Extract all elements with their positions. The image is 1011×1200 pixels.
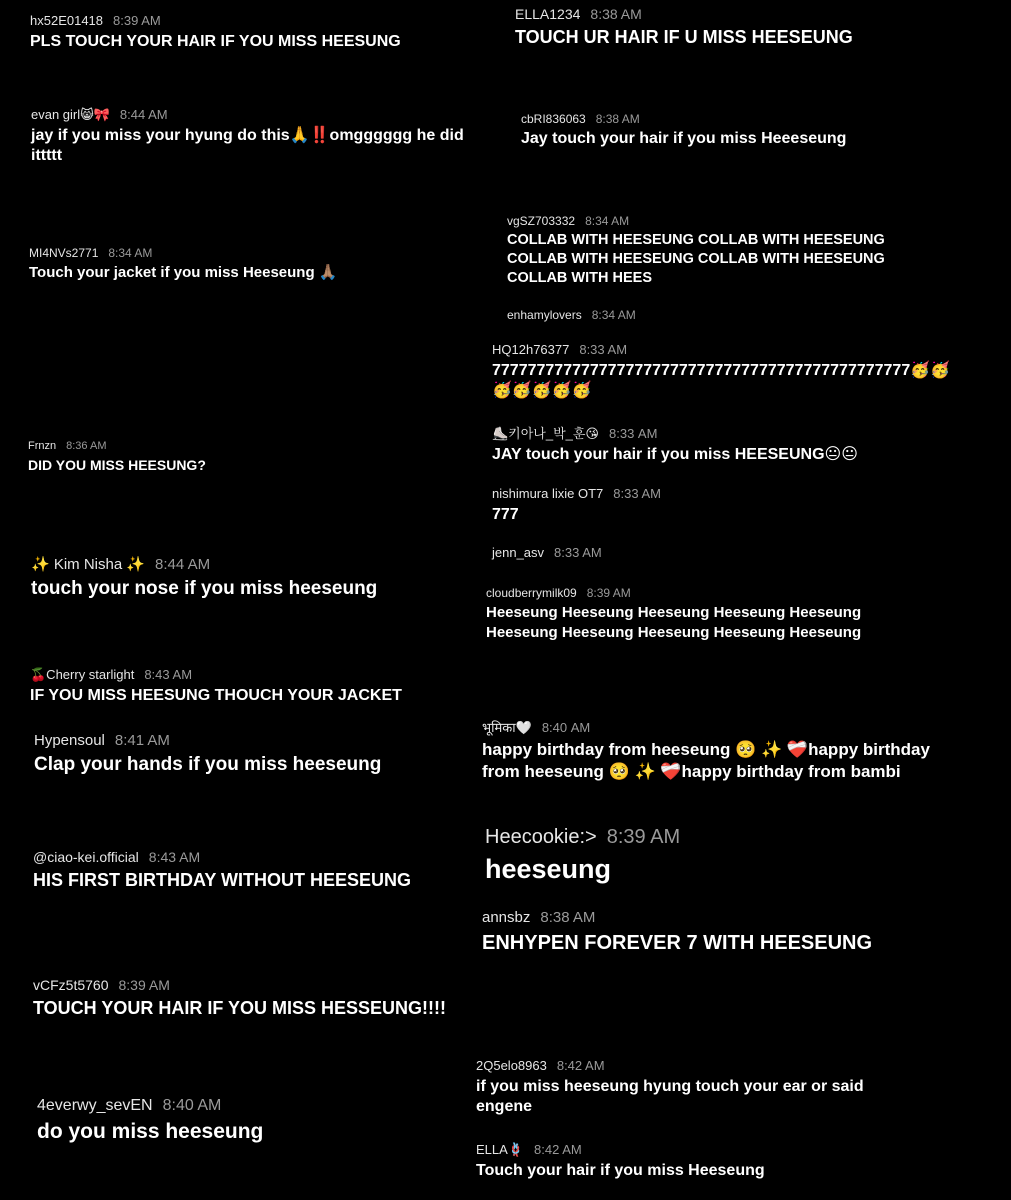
message-text: do you miss heeseung: [37, 1120, 264, 1144]
username[interactable]: jenn_asv: [492, 545, 545, 560]
chat-message: [507, 214, 907, 288]
chat-message: [492, 426, 962, 465]
chat-message: [33, 977, 473, 1020]
timestamp: 8:33 AM: [609, 426, 658, 441]
message-text: TOUCH UR HAIR IF U MISS HEESEUNG: [515, 26, 853, 47]
username[interactable]: ⛸️키아나_박_훈😘: [492, 426, 599, 441]
chat-message: [492, 545, 932, 561]
chat-message: [482, 909, 962, 956]
timestamp: 8:43 AM: [148, 849, 201, 865]
message-text: TOUCH YOUR HAIR IF YOU MISS HESSEUNG!!!!: [33, 997, 447, 1018]
username[interactable]: HQ12h76377: [492, 342, 570, 357]
message-text: Clap your hands if you miss heeseung: [34, 754, 382, 775]
timestamp: 8:42 AM: [534, 1142, 582, 1157]
timestamp: 8:43 AM: [144, 667, 193, 682]
username[interactable]: Heecookie:>: [485, 826, 597, 848]
message-text: Touch your jacket if you miss Heeseung 🙏🏽: [29, 264, 338, 282]
message-text: COLLAB WITH HEESEUNG COLLAB WITH HEESEUNG COLLAB WITH HEESEUNG COLLAB WITH HEESEUNG COLLAB WITH HEES: [507, 232, 885, 287]
chat-message: [34, 732, 474, 778]
timestamp: 8:33 AM: [579, 342, 628, 357]
message-text: Touch your hair if you miss Heeseung: [476, 1161, 765, 1179]
chat-message: [31, 556, 471, 602]
chat-message: [492, 342, 962, 402]
message-text: ENHYPEN FOREVER 7 WITH HEESEUNG: [482, 932, 873, 954]
username[interactable]: Frnzn: [28, 440, 57, 452]
chat-message: [33, 849, 473, 892]
username[interactable]: cloudberrymilk09: [486, 586, 577, 600]
message-text: PLS TOUCH YOUR HAIR IF YOU MISS HEESUNG: [30, 32, 401, 50]
username[interactable]: ✨ Kim Nisha ✨: [31, 556, 146, 573]
message-text: HIS FIRST BIRTHDAY WITHOUT HEESEUNG: [33, 869, 412, 890]
timestamp: 8:39 AM: [606, 826, 681, 848]
username[interactable]: MI4NVs2771: [29, 246, 99, 260]
timestamp: 8:40 AM: [162, 1097, 222, 1114]
message-text: touch your nose if you miss heeseung: [31, 578, 378, 599]
username[interactable]: vgSZ703332: [507, 214, 576, 228]
username[interactable]: vCFz5t5760: [33, 977, 109, 993]
timestamp: 8:38 AM: [595, 112, 640, 126]
timestamp: 8:44 AM: [119, 107, 168, 122]
chat-message: [28, 440, 468, 474]
timestamp: 8:44 AM: [155, 556, 211, 573]
chat-message: [507, 308, 907, 322]
timestamp: 8:39 AM: [118, 977, 170, 993]
timestamp: 8:39 AM: [113, 13, 161, 28]
username[interactable]: 🍒Cherry starlight: [30, 667, 135, 682]
message-text: heeseung: [485, 854, 612, 884]
message-text: 77777777777777777777777777777777777777777777777🥳🥳🥳🥳🥳🥳🥳: [492, 361, 951, 400]
username[interactable]: enhamylovers: [507, 308, 582, 322]
chat-message: [521, 112, 961, 150]
timestamp: 8:42 AM: [556, 1058, 605, 1073]
chat-message: [482, 720, 962, 783]
message-text: Jay touch your hair if you miss Heeeseung: [521, 130, 847, 148]
username[interactable]: 4everwy_sevEN: [37, 1097, 153, 1114]
message-text: DID YOU MISS HEESUNG?: [28, 457, 206, 474]
chat-message: [476, 1058, 916, 1118]
chat-message: [30, 13, 470, 52]
timestamp: 8:36 AM: [66, 440, 107, 452]
username[interactable]: @ciao-kei.official: [33, 849, 139, 865]
timestamp: 8:38 AM: [540, 909, 596, 926]
message-text: if you miss heeseung hyung touch your ear or said engene: [476, 1077, 864, 1116]
chat-message: [29, 246, 469, 283]
username[interactable]: 2Q5elo8963: [476, 1058, 547, 1073]
message-text: 777: [492, 505, 519, 523]
chat-message: [486, 586, 906, 642]
chat-message: [492, 486, 932, 525]
timestamp: 8:34 AM: [585, 214, 630, 228]
timestamp: 8:39 AM: [586, 586, 631, 600]
chat-message: [37, 1096, 477, 1145]
username[interactable]: cbRI836063: [521, 112, 586, 126]
message-text: jay if you miss your hyung do this🙏‼️omgggggg he did ittttt: [31, 126, 464, 165]
username[interactable]: Hypensoul: [34, 732, 105, 749]
username[interactable]: annsbz: [482, 909, 531, 926]
username[interactable]: nishimura lixie OT7: [492, 486, 604, 501]
timestamp: 8:41 AM: [114, 732, 170, 749]
message-text: happy birthday from heeseung 🥺 ✨ ❤️‍🩹happy birthday from heeseung 🥺 ✨ ❤️‍🩹happy birthday from bambi: [482, 739, 930, 781]
timestamp: 8:34 AM: [108, 246, 153, 260]
message-text: IF YOU MISS HEESUNG THOUCH YOUR JACKET: [30, 686, 402, 704]
chat-message: [515, 6, 975, 49]
chat-message: [476, 1142, 916, 1181]
timestamp: 8:40 AM: [541, 720, 591, 735]
message-text: Heeseung Heeseung Heeseung Heeseung Heeseung Heeseung Heeseung Heeseung Heeseung Heeseung: [486, 604, 862, 641]
timestamp: 8:33 AM: [613, 486, 661, 501]
chat-message: [31, 107, 491, 167]
message-text: JAY touch your hair if you miss HEESEUNG😐😐: [492, 445, 858, 463]
username[interactable]: भूमिका🤍: [482, 720, 532, 735]
chat-message: [30, 667, 470, 706]
username[interactable]: ELLA1234: [515, 6, 581, 22]
username[interactable]: hx52E01418: [30, 13, 104, 28]
timestamp: 8:34 AM: [591, 308, 636, 322]
timestamp: 8:38 AM: [590, 6, 642, 22]
username[interactable]: ELLA🪢: [476, 1142, 524, 1157]
timestamp: 8:33 AM: [554, 545, 602, 560]
chat-message: [485, 825, 925, 887]
username[interactable]: evan girl😸🎀: [31, 107, 110, 122]
